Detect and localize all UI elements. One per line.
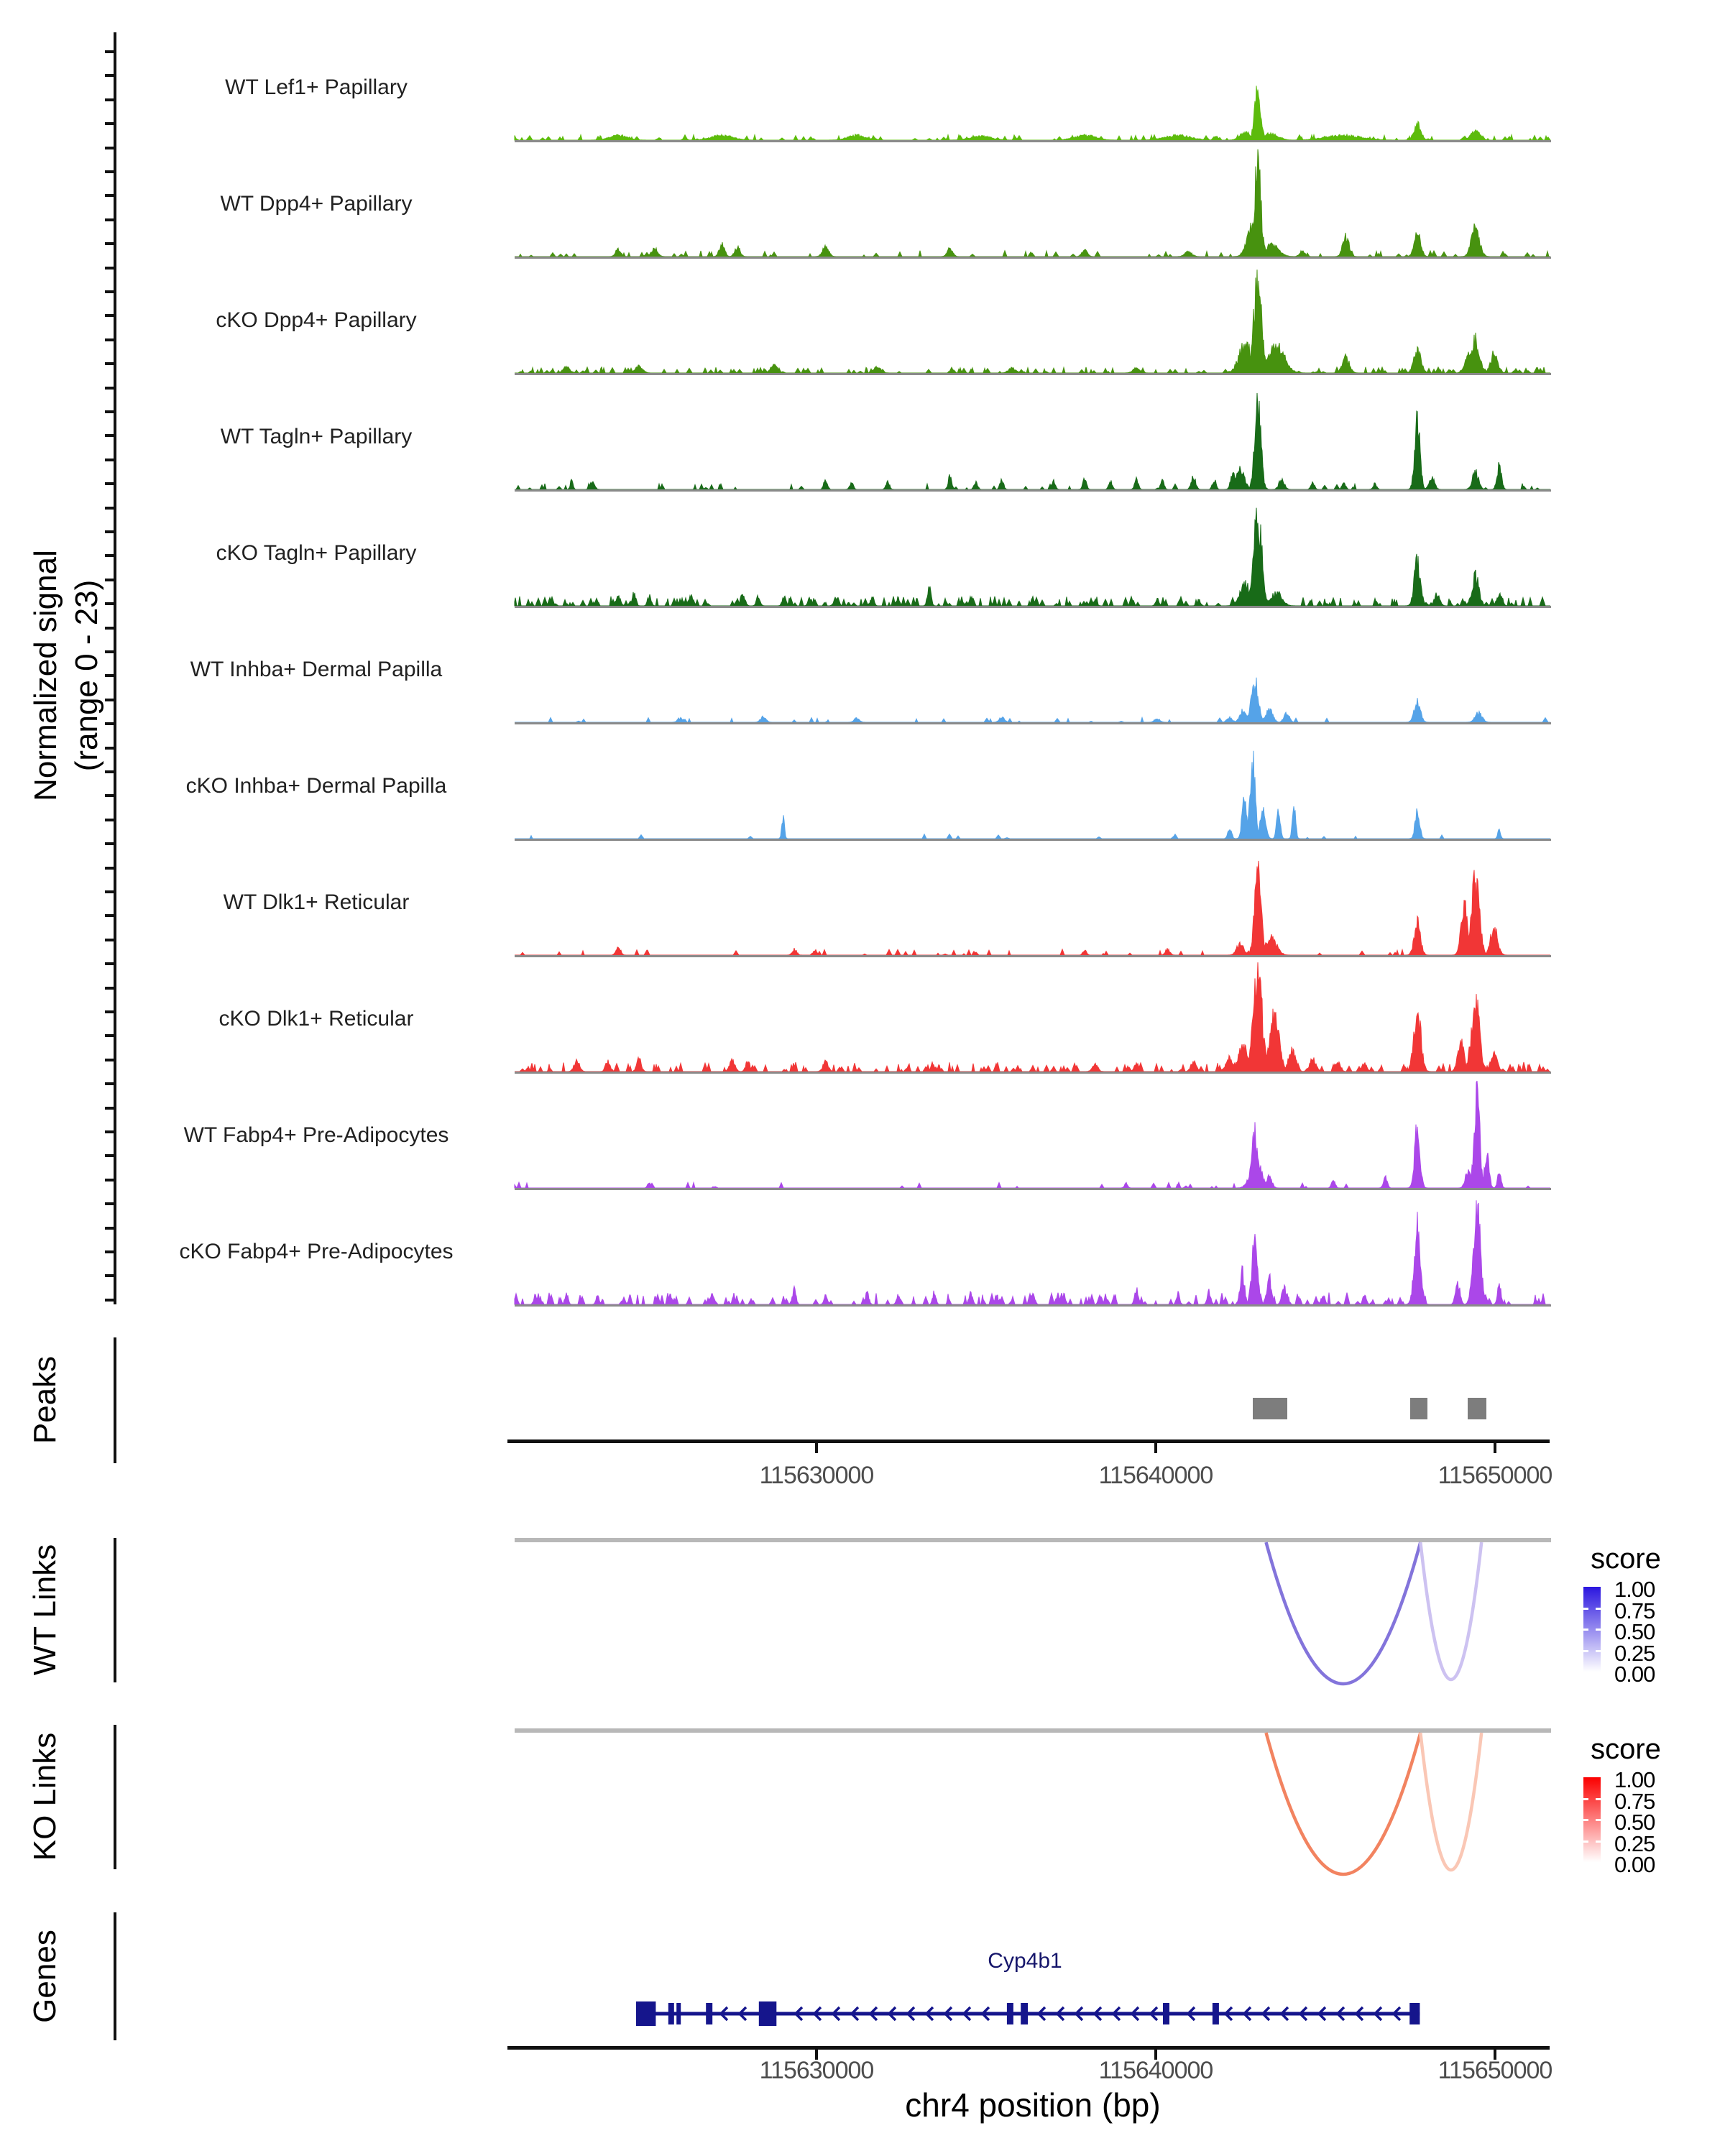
score-bar-notch: [1583, 1841, 1588, 1843]
coverage-area: [515, 1200, 1550, 1304]
score-bar-notch: [1596, 1650, 1601, 1652]
y-axis-tick: [105, 194, 114, 197]
y-axis-tick: [105, 1274, 114, 1277]
y-axis-tick: [105, 914, 114, 917]
ko-score-legend-title: score: [1591, 1733, 1661, 1765]
y-axis-tick: [105, 362, 114, 365]
score-bar-notch: [1596, 1798, 1601, 1800]
score-bar-notch: [1583, 1819, 1588, 1821]
exon-box: [1021, 2003, 1028, 2024]
y-axis-tick: [105, 699, 114, 701]
exon-box: [668, 2003, 674, 2024]
y-axis-tick: [105, 554, 114, 557]
y-axis-tick: [105, 147, 114, 149]
y-axis-tick: [105, 819, 114, 821]
exon-box: [1409, 2003, 1420, 2024]
y-axis-tick: [105, 890, 114, 893]
genome-axis-tick-label: 115640000: [1098, 1462, 1213, 1489]
link-arc: [1266, 1733, 1421, 1874]
score-legend-label: 0.75: [1614, 1789, 1655, 1814]
genes-axis-line: [114, 1912, 116, 2040]
coverage-track: [515, 1200, 1551, 1305]
exon-box: [759, 2001, 777, 2026]
genome-axis-tick: [1154, 1443, 1157, 1453]
score-bar-notch: [1596, 1628, 1601, 1631]
score-legend-label: 0.50: [1614, 1810, 1655, 1835]
link-arc: [1420, 1733, 1481, 1870]
coverage-track: [515, 1081, 1551, 1189]
genome-axis-tick-label: 115650000: [1438, 1462, 1552, 1489]
score-bar-notch: [1596, 1819, 1601, 1821]
exon-box: [1163, 2003, 1169, 2024]
track-label: WT Tagln+ Papillary: [220, 425, 413, 448]
y-axis-tick: [105, 459, 114, 461]
coverage-area: [515, 508, 1550, 606]
score-legend-label: 0.25: [1614, 1641, 1655, 1666]
y-axis-tick: [105, 1082, 114, 1085]
peak-interval: [1253, 1398, 1287, 1419]
y-axis-tick: [105, 290, 114, 293]
coverage-area: [515, 751, 1550, 839]
y-axis-tick: [105, 1130, 114, 1133]
y-axis-tick: [105, 674, 114, 677]
score-legend-label: 0.75: [1614, 1598, 1655, 1623]
y-axis-tick: [105, 867, 114, 870]
exon-box: [636, 2001, 656, 2026]
y-axis-tick: [105, 387, 114, 390]
y-axis-tick: [105, 579, 114, 581]
coverage-area: [515, 861, 1550, 955]
track-label: cKO Dlk1+ Reticular: [218, 1007, 414, 1031]
y-axis-tick: [105, 842, 114, 845]
score-bar-notch: [1596, 1841, 1601, 1843]
coverage-track: [515, 861, 1551, 957]
score-legend-label: 0.00: [1614, 1852, 1655, 1877]
exon-box: [1213, 2003, 1219, 2024]
y-axis-tick: [105, 242, 114, 245]
ko-links-section-label: KO Links: [27, 1732, 63, 1861]
track-label: WT Fabp4+ Pre-Adipocytes: [183, 1123, 449, 1147]
coverage-area: [515, 678, 1550, 722]
ko-links-arcs: [515, 1728, 1551, 1883]
track-label: cKO Fabp4+ Pre-Adipocytes: [179, 1240, 454, 1263]
y-axis-tick: [105, 1250, 114, 1253]
y-axis-tick: [105, 74, 114, 77]
coverage-track: [515, 393, 1551, 491]
coverage-area: [515, 86, 1550, 140]
y-axis-tick: [105, 770, 114, 773]
coverage-area: [515, 270, 1550, 373]
y-axis-tick: [105, 602, 114, 605]
y-axis-tick: [105, 1227, 114, 1230]
y-axis-tick: [105, 1179, 114, 1181]
genome-axis-2-line: [507, 2046, 1550, 2050]
link-arc: [1266, 1542, 1421, 1684]
y-axis-tick: [105, 1107, 114, 1110]
y-axis-tick: [105, 410, 114, 413]
peaks-section-label: Peaks: [27, 1355, 63, 1445]
coverage-area: [515, 1081, 1550, 1188]
ko-links-axis-line: [114, 1725, 116, 1869]
y-axis-tick: [105, 50, 114, 53]
genome-axis-tick-label: 115650000: [1438, 2057, 1552, 2084]
y-axis-tick: [105, 1034, 114, 1037]
y-axis-tick: [105, 747, 114, 750]
y-axis-tick: [105, 939, 114, 941]
score-legend-label: 0.25: [1614, 1831, 1655, 1856]
y-axis-tick: [105, 482, 114, 485]
track-label: WT Dpp4+ Papillary: [220, 192, 413, 216]
track-label: cKO Inhba+ Dermal Papilla: [185, 774, 447, 798]
track-label: WT Lef1+ Papillary: [225, 75, 408, 99]
exon-box: [706, 2003, 712, 2024]
score-legend-label: 0.50: [1614, 1619, 1655, 1644]
score-bar-notch: [1583, 1650, 1588, 1652]
coverage-track: [515, 270, 1551, 374]
y-axis-tick: [105, 1299, 114, 1302]
peak-interval: [1468, 1398, 1486, 1419]
wt-links-section-label: WT Links: [27, 1544, 63, 1676]
coverage-area: [515, 393, 1550, 489]
y-axis-tick: [105, 434, 114, 437]
score-legend-label: 0.00: [1614, 1662, 1655, 1687]
x-axis-title: chr4 position (bp): [905, 2086, 1161, 2124]
y-axis-tick: [105, 987, 114, 990]
y-axis-tick: [105, 170, 114, 173]
coverage-tracks: [515, 11, 1551, 1312]
y-axis-tick: [105, 794, 114, 797]
y-axis-tick: [105, 962, 114, 965]
coverage-area: [515, 962, 1550, 1072]
y-axis-tick: [105, 338, 114, 341]
genome-axis-tick: [815, 1443, 818, 1453]
score-legend-label: 1.00: [1614, 1767, 1655, 1792]
score-legend-label: 1.00: [1614, 1577, 1655, 1602]
score-bar-notch: [1583, 1628, 1588, 1631]
genome-axis-tick-label: 115630000: [759, 1462, 874, 1489]
genome-axis-tick: [1494, 1443, 1496, 1453]
y-axis-tick: [105, 1202, 114, 1205]
score-bar-notch: [1596, 1608, 1601, 1610]
gene-model: [515, 1984, 1551, 2048]
y-axis-tick: [105, 98, 114, 101]
peak-interval: [1410, 1398, 1427, 1419]
exon-box: [1007, 2003, 1013, 2024]
coverage-track: [515, 751, 1551, 840]
y-axis-tick: [105, 650, 114, 653]
track-label: cKO Tagln+ Papillary: [216, 541, 417, 565]
wt-links-arcs: [515, 1538, 1551, 1692]
y-axis-tick: [105, 530, 114, 533]
genes-section-label: Genes: [27, 1930, 63, 2023]
gene-name-label: Cyp4b1: [988, 1949, 1062, 1973]
coverage-track: [515, 508, 1551, 607]
y-axis-label-line1: Normalized signal: [28, 550, 63, 801]
genome-axis-tick-label: 115640000: [1098, 2057, 1213, 2084]
coverage-track: [515, 678, 1551, 724]
score-bar-notch: [1583, 1608, 1588, 1610]
genome-axis-1-line: [507, 1439, 1550, 1443]
track-label: WT Dlk1+ Reticular: [223, 890, 410, 914]
y-axis-tick: [105, 1010, 114, 1013]
track-label: cKO Dpp4+ Papillary: [216, 308, 417, 332]
y-axis-tick: [105, 627, 114, 630]
y-axis-tick: [105, 507, 114, 510]
y-axis-tick: [105, 1059, 114, 1061]
coverage-track: [515, 962, 1551, 1072]
wt-links-axis-line: [114, 1538, 116, 1682]
y-axis-tick: [105, 122, 114, 125]
y-axis-tick: [105, 1154, 114, 1157]
genome-axis-tick-label: 115630000: [759, 2057, 874, 2084]
coverage-track: [515, 149, 1551, 258]
y-axis-tick: [105, 218, 114, 221]
peaks-axis-line: [114, 1337, 116, 1463]
y-axis-label-line2: (range 0 - 23): [69, 579, 104, 772]
y-axis-tick: [105, 314, 114, 317]
exon-box: [676, 2003, 681, 2024]
track-label: WT Inhba+ Dermal Papilla: [190, 658, 443, 681]
y-axis-tick: [105, 267, 114, 270]
coverage-area: [515, 149, 1550, 257]
score-bar-notch: [1583, 1798, 1588, 1800]
y-axis-tick: [105, 722, 114, 725]
wt-score-legend-title: score: [1591, 1543, 1661, 1575]
link-arc: [1420, 1542, 1481, 1680]
coverage-track: [515, 86, 1551, 141]
